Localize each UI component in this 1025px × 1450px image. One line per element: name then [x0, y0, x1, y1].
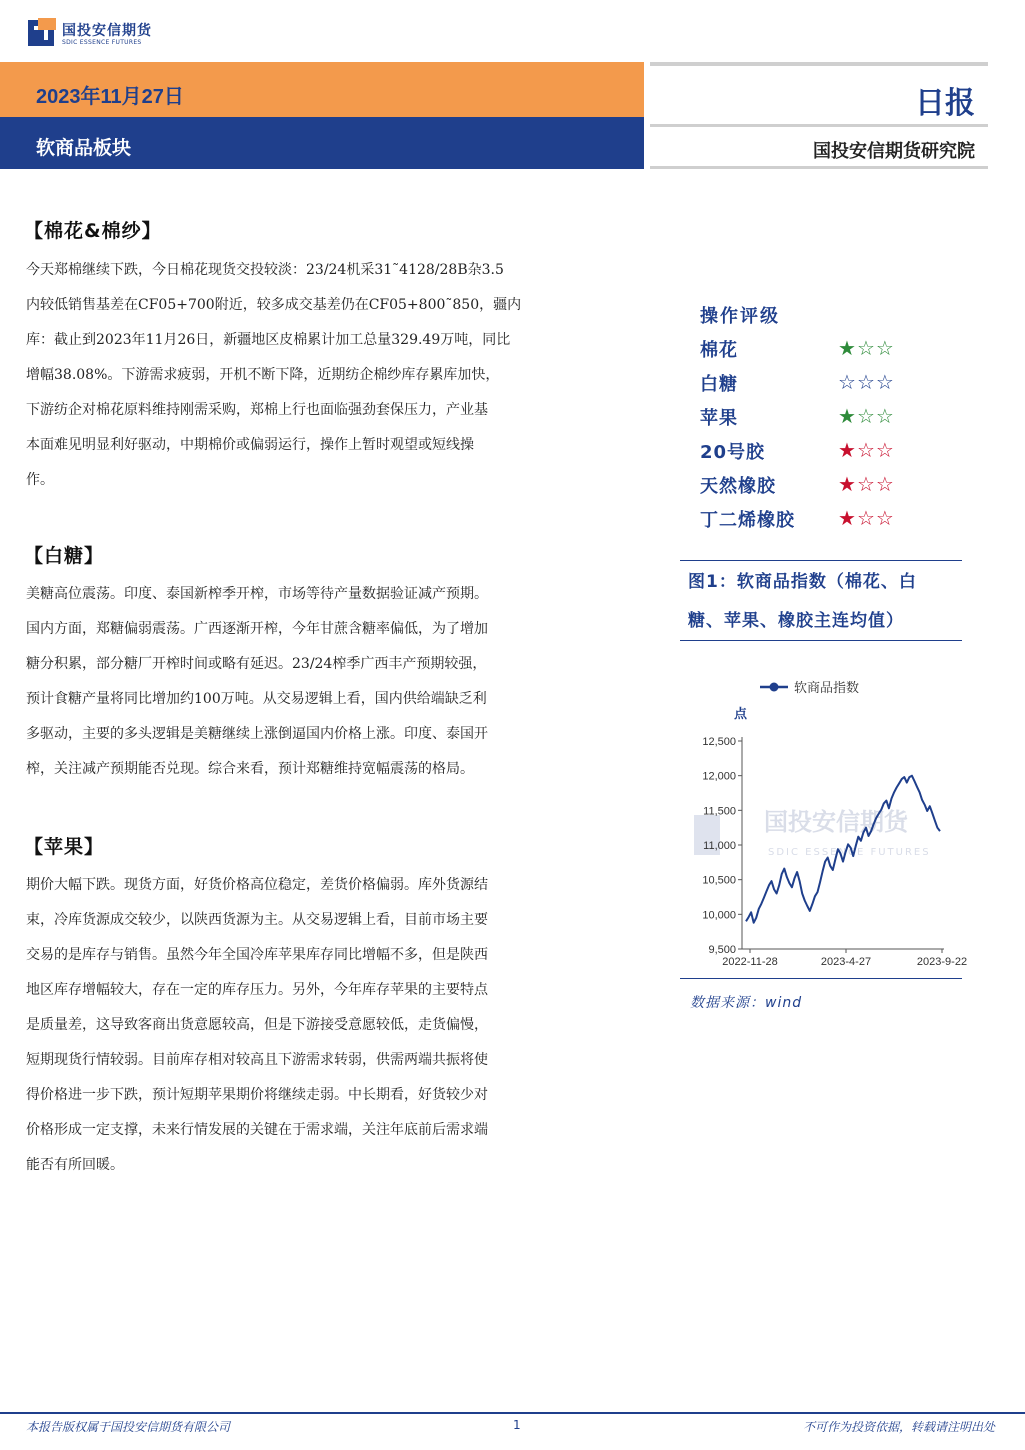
figure-title-line2: 糖、苹果、橡胶主连均值） [688, 611, 904, 631]
logo-en-text: SDIC ESSENCE FUTURES [62, 39, 142, 46]
text-line: 交易的是库存与销售。虽然今年全国冷库苹果库存同比增幅不多，但是陕西 [26, 947, 488, 963]
text-line: 得价格进一步下跌，预计短期苹果期价将继续走弱。中长期看，好货较少对 [26, 1087, 488, 1103]
watermark-text: 国投安信期货 [764, 808, 908, 836]
filled-star-icon: ★ [838, 336, 857, 360]
empty-star-icon: ☆ [875, 336, 895, 360]
text-line: 榨，关注减产预期能否兑现。综合来看，预计郑糖维持宽幅震荡的格局。 [26, 761, 474, 777]
rating-name: 天然橡胶 [700, 476, 776, 497]
x-tick-label: 2023-4-27 [820, 956, 872, 968]
x-tick-label: 2022-11-28 [722, 956, 778, 968]
section-body-cotton [26, 253, 606, 498]
text-line: 增幅38.08%。下游需求疲弱，开机不断下降，近期纺企棉纱库存累库加快， [26, 367, 500, 383]
rating-stars-icon [838, 336, 895, 360]
rating-name: 20号胶 [700, 442, 766, 463]
y-tick-label: 12,500 [702, 736, 736, 748]
logo-mark-icon [26, 18, 56, 48]
rating-stars-icon [838, 438, 895, 462]
company-logo [26, 18, 176, 52]
data-source: 数据来源：wind [690, 995, 803, 1011]
text-line: 作。 [26, 472, 54, 488]
text-line: 短期现货行情较弱。目前库存相对较高且下游需求转弱，供需两端共振将使 [26, 1052, 488, 1068]
rating-row [700, 336, 960, 366]
figure-rule-bottom [680, 978, 962, 979]
rating-row [700, 438, 960, 468]
footer-copyright: 本报告版权属于国投安信期货有限公司 [26, 1420, 231, 1434]
empty-star-icon: ☆ [856, 438, 876, 462]
rating-row [700, 404, 960, 434]
report-type: 日报 [915, 86, 975, 121]
figure-rule-mid [680, 640, 962, 641]
y-tick-label: 11,500 [703, 805, 736, 818]
rating-stars-icon [838, 506, 895, 530]
logo-cn-text: 国投安信期货 [62, 23, 152, 39]
institute-name: 国投安信期货研究院 [813, 141, 975, 162]
report-section: 软商品板块 [36, 137, 132, 159]
text-line: 多驱动，主要的多头逻辑是美糖继续上涨倒逼国内价格上涨。印度、泰国开 [26, 726, 488, 742]
legend-label: 软商品指数 [794, 681, 860, 696]
rating-stars-icon [838, 472, 895, 496]
rating-name: 白糖 [700, 374, 738, 395]
y-tick-label: 10,000 [702, 909, 736, 922]
text-line: 价格形成一定支撑，未来行情发展的关键在于需求端，关注年底前后需求端 [26, 1122, 488, 1138]
text-line: 美糖高位震荡。印度、泰国新榨季开榨，市场等待产量数据验证减产预期。 [26, 586, 488, 602]
text-line: 国内方面，郑糖偏弱震荡。广西逐渐开榨，今年甘蔗含糖率偏低，为了增加 [26, 621, 488, 637]
rating-stars-icon [838, 404, 895, 428]
soft-commodity-index-chart [680, 670, 968, 980]
figure-title-line1: 图1：软商品指数（棉花、白 [688, 572, 917, 592]
section-title-cotton: 【棉花&棉纱】 [24, 220, 162, 242]
y-unit-label: 点 [734, 707, 748, 722]
filled-star-icon: ★ [838, 438, 857, 462]
empty-star-icon: ☆ [856, 370, 876, 394]
legend-marker [770, 683, 779, 692]
empty-star-icon: ☆ [875, 404, 895, 428]
section-body-apple [26, 868, 606, 1183]
text-line: 是质量差，这导致客商出货意愿较高，但是下游接受意愿较低，走货偏慢， [26, 1017, 488, 1033]
empty-star-icon: ☆ [875, 472, 895, 496]
rating-row [700, 506, 960, 536]
text-line: 能否有所回暖。 [26, 1157, 124, 1173]
text-line: 今天郑棉继续下跌，今日棉花现货交投较淡：23/24机采31˜4128/28B杂3.5 [26, 262, 504, 278]
rating-name: 棉花 [700, 340, 738, 361]
rating-name: 苹果 [700, 408, 738, 429]
y-tick-label: 10,500 [702, 874, 736, 887]
y-tick-label: 12,000 [702, 770, 736, 783]
filled-star-icon: ★ [838, 472, 857, 496]
text-line: 内较低销售基差在CF05+700附近，较多成交基差仍在CF05+800˜850，疆内 [26, 297, 522, 313]
text-line: 束，冷库货源成交较少，以陕西货源为主。从交易逻辑上看，目前市场主要 [26, 912, 488, 928]
page-number: 1 [513, 1418, 521, 1432]
filled-star-icon: ★ [838, 506, 857, 530]
header-rule-bottom [650, 166, 988, 169]
x-tick-label: 2023-9-22 [916, 956, 968, 968]
empty-star-icon: ☆ [875, 370, 895, 394]
section-title-apple: 【苹果】 [24, 836, 105, 858]
text-line: 预计食糖产量将同比增加约100万吨。从交易逻辑上看，国内供给端缺乏利 [26, 691, 487, 707]
text-line: 本面难见明显利好驱动，中期棉价或偏弱运行，操作上暂时观望或短线操 [26, 437, 474, 453]
empty-star-icon: ☆ [875, 506, 895, 530]
rating-title: 操作评级 [700, 306, 780, 327]
text-line: 库：截止到2023年11月26日，新疆地区皮棉累计加工总量329.49万吨，同比 [26, 332, 511, 348]
rating-row [700, 370, 960, 400]
empty-star-icon: ☆ [856, 506, 876, 530]
empty-star-icon: ☆ [856, 404, 876, 428]
header-rule-mid [650, 124, 988, 127]
figure-rule-top [680, 560, 962, 561]
rating-row [700, 472, 960, 502]
text-line: 糖分积累，部分糖厂开榨时间或略有延迟。23/24榨季广西丰产预期较强， [26, 656, 487, 672]
empty-star-icon: ☆ [838, 370, 857, 394]
filled-star-icon: ★ [838, 404, 857, 428]
y-tick-label: 11,000 [703, 840, 736, 852]
text-line: 期价大幅下跌。现货方面，好货价格高位稳定，差货价格偏弱。库外货源结 [26, 877, 488, 893]
rating-name: 丁二烯橡胶 [700, 510, 795, 531]
section-body-sugar [26, 577, 606, 787]
section-title-sugar: 【白糖】 [24, 545, 105, 567]
rating-stars-icon [838, 370, 895, 394]
empty-star-icon: ☆ [856, 336, 876, 360]
empty-star-icon: ☆ [856, 472, 876, 496]
footer-disclaimer: 不可作为投资依据，转载请注明出处 [802, 1420, 995, 1434]
footer-rule [0, 1412, 1025, 1414]
watermark-en-text: SDIC ESSENCE FUTURES [768, 847, 931, 858]
text-line: 地区库存增幅较大，存在一定的库存压力。另外，今年库存苹果的主要特点 [26, 982, 488, 998]
text-line: 下游纺企对棉花原料维持刚需采购，郑棉上行也面临强劲套保压力，产业基 [26, 402, 488, 418]
report-date: 2023年11月27日 [36, 86, 184, 108]
empty-star-icon: ☆ [875, 438, 895, 462]
header-rule-top [650, 62, 988, 66]
y-tick-label: 9,500 [708, 944, 736, 956]
